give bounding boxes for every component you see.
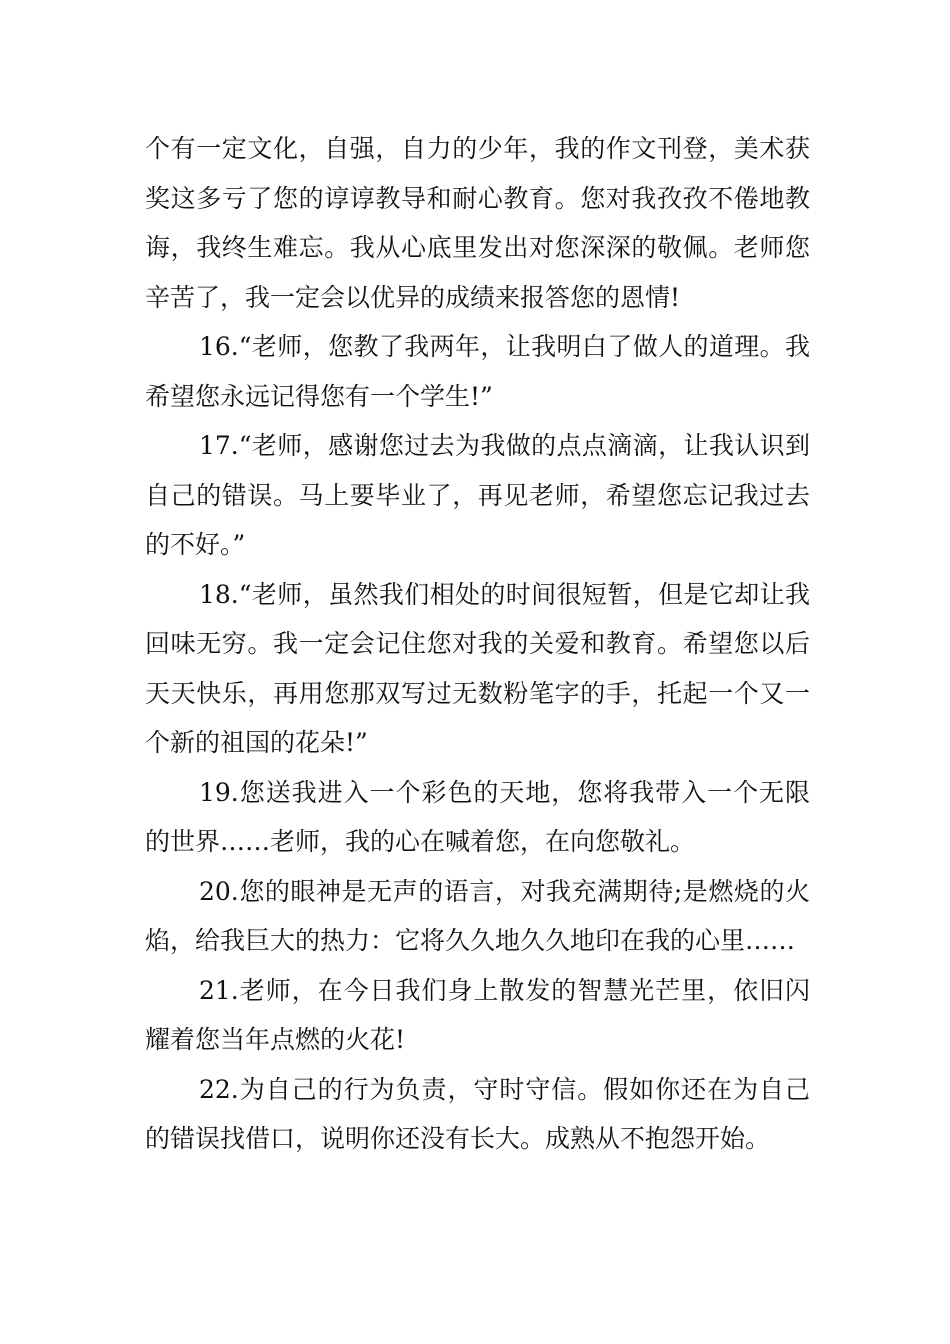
paragraph-item-21: 21.老师，在今日我们身上散发的智慧光芒里，依旧闪耀着您当年点燃的火花! <box>145 975 810 1054</box>
paragraph-item-16: 16.“老师，您教了我两年，让我明白了做人的道理。我希望您永远记得您有一个学生!” <box>145 332 810 411</box>
paragraph-continuation: 个有一定文化，自强，自力的少年，我的作文刊登，美术获奖这多亏了您的谆谆教导和耐心教育。您对我孜孜不倦地教诲，我终生难忘。我从心底里发出对您深深的敬佩。老师您辛苦了，我一定会以优异的成绩来报答您的恩情! <box>145 134 810 312</box>
paragraph-item-17: 17.“老师，感谢您过去为我做的点点滴滴，让我认识到自己的错误。马上要毕业了，再见老师，希望您忘记我过去的不好。” <box>145 431 810 559</box>
paragraph-item-19: 19.您送我进入一个彩色的天地，您将我带入一个无限的世界……老师，我的心在喊着您，在向您敬礼。 <box>145 777 810 856</box>
document-body <box>145 124 810 1164</box>
paragraph-item-22: 22.为自己的行为负责，守时守信。假如你还在为自己的错误找借口，说明你还没有长大。成熟从不抱怨开始。 <box>145 1074 810 1153</box>
paragraph-item-18: 18.“老师，虽然我们相处的时间很短暂，但是它却让我回味无穷。我一定会记住您对我的关爱和教育。希望您以后天天快乐，再用您那双写过无数粉笔字的手，托起一个又一个新的祖国的花朵!” <box>145 579 810 757</box>
paragraph-item-20: 20.您的眼神是无声的语言，对我充满期待;是燃烧的火焰，给我巨大的热力：它将久久地久久地印在我的心里…… <box>145 876 810 955</box>
